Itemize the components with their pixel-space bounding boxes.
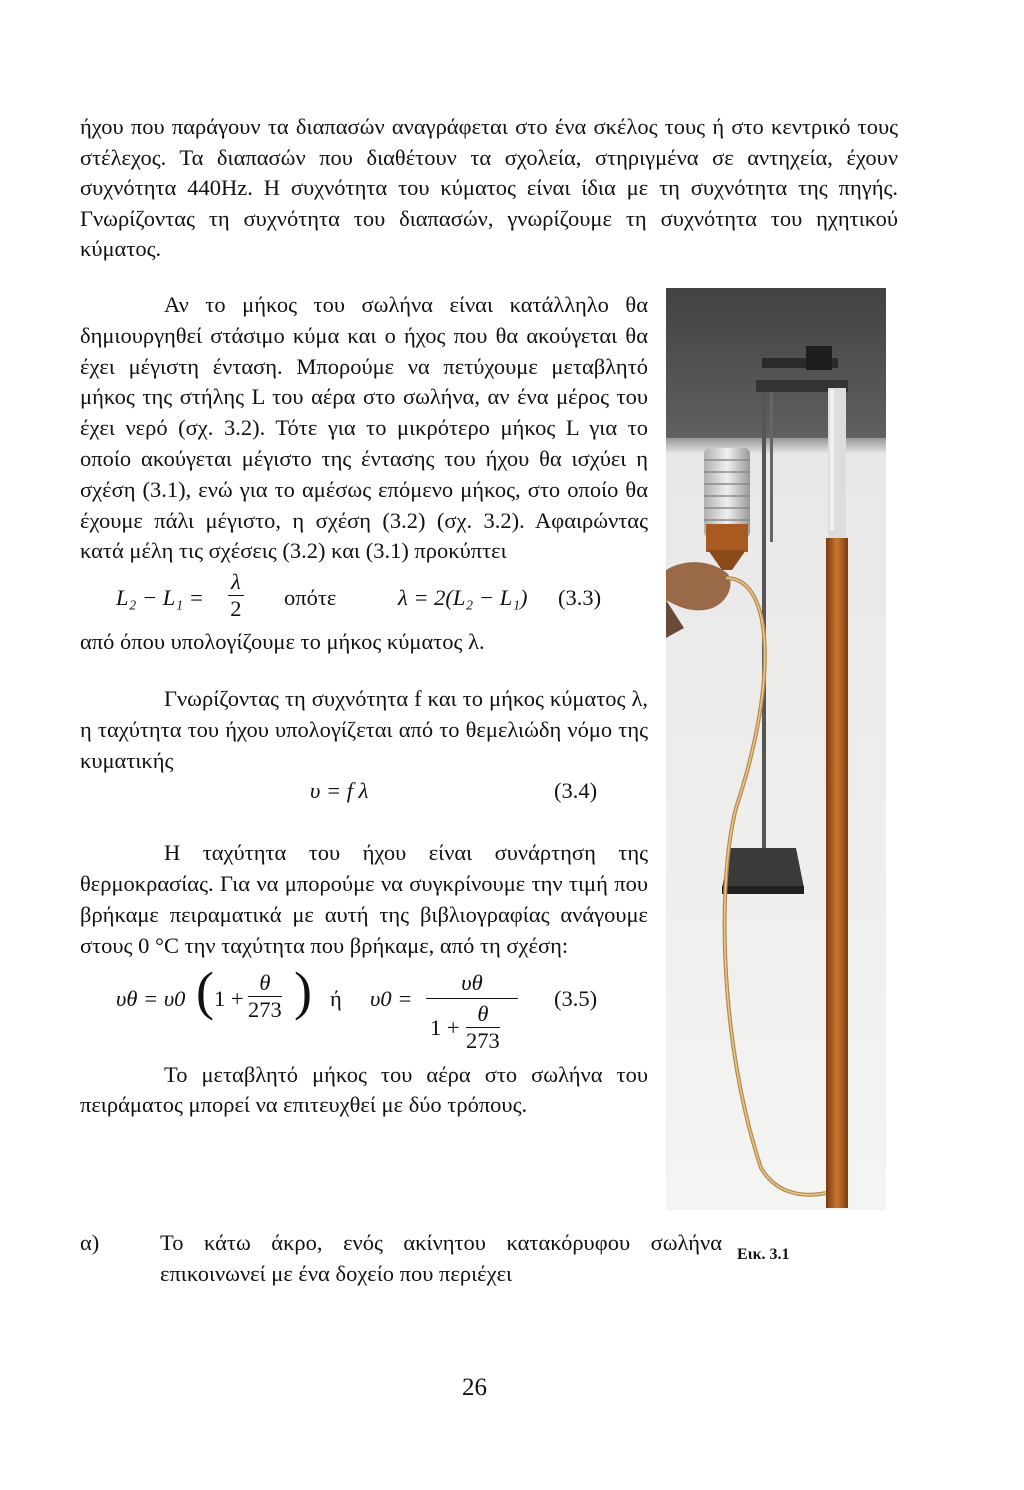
equation-3-5 [80, 960, 648, 1060]
eq35-lhs: υθ = υ0 [116, 985, 186, 1011]
eq34-expr: υ = f λ [310, 778, 369, 804]
eq35-paren-close: ) [294, 960, 312, 1021]
eq35-or-word: ή [330, 985, 342, 1011]
eq33-lhs: L₂ − L₁ = [116, 585, 204, 611]
figure-caption: Εικ. 3.1 [737, 1246, 790, 1263]
paragraph-temperature: Η ταχύτητα του ήχου είναι συνάρτηση της θερμοκρασίας. Για να μπορούμε να συγκρίνουμε την τιμή που βρήκαμε πειραματικά με αυτή της βιβλιογραφίας ανάγουμε στους 0 °C την ταχύτητα που βρήκαμε, από τη σχέση: [80, 840, 648, 958]
eq35-rhs-den-prefix: 1 + [430, 1014, 460, 1040]
eq33-frac-num: λ [228, 569, 244, 596]
eq34-label: (3.4) [554, 778, 598, 804]
eq35-rhs-den-den: 273 [466, 1027, 500, 1053]
paragraph-variable-length: Το μεταβλητό μήκος του αέρα στο σωλήνα του πειράματος μπορεί να επιτευχθεί με δύο τρόπους. [80, 1061, 648, 1118]
text-column [80, 290, 648, 1121]
eq35-label: (3.5) [554, 985, 598, 1011]
eq35-rhs-fraction [426, 970, 518, 1057]
paragraph-speed: Γνωρίζοντας τη συχνότητα f και το μήκος κύματος λ, η ταχύτητα του ήχου υπολογίζεται από το θεμελιώδη νόμο της κυματικής [80, 685, 648, 773]
eq33-word: οπότε [284, 585, 337, 611]
eq35-frac-num: θ [248, 970, 282, 997]
page-number: 26 [462, 1374, 487, 1401]
eq35-paren-open: ( [196, 960, 214, 1021]
eq33-fraction [228, 569, 244, 622]
eq35-rhs-left: υ0 = [370, 985, 413, 1011]
eq35-one-plus: 1 + [214, 985, 244, 1011]
equation-3-3 [80, 569, 648, 627]
figure-3-1-photo [666, 288, 886, 1210]
eq33-label: (3.3) [558, 585, 602, 611]
eq35-rhs-den-fraction [466, 1001, 500, 1054]
eq33-rhs: λ = 2(L₂ − L₁) [398, 585, 528, 611]
equation-3-4 [80, 776, 648, 812]
list-item-a-marker: α) [80, 1230, 100, 1255]
eq35-frac-den: 273 [248, 996, 282, 1022]
eq35-rhs-denominator [426, 998, 518, 1057]
eq35-rhs-num: υθ [461, 969, 483, 995]
eq33-frac-den: 2 [230, 596, 242, 622]
top-paragraph: ήχου που παράγουν τα διαπασών αναγράφεται στο ένα σκέλος τους ή στο κεντρικό τους στέλεχος. Τα διαπασών που διαθέτουν τα σχολεία, στηριγμένα σε αντηχεία, έχουν συχνότητα 440Hz. Η συχνότητα του κύματος είναι ίδια με τη συχνότητα της πηγής. Γνωρίζοντας τη συχνότητα του διαπασών, γνωρίζουμε τη συχνότητα του ηχητικού κύματος. [80, 114, 898, 261]
paragraph-after-eq33: από όπου υπολογίζουμε το μήκος κύματος λ. [80, 629, 485, 655]
eq35-fraction [248, 970, 282, 1023]
paragraph-standing-wave: Αν το μήκος του σωλήνα είναι κατάλληλο θα δημιουργηθεί στάσιμο κύμα και ο ήχος που θα ακούγεται θα έχει μέγιστη ένταση. Μπορούμε να πετύχουμε μεταβλητό μήκος της στήλης L του αέρα στο σωλήνα, αν ένα μέρος του έχει νερό (σχ. 3.2). Τότε για το μικρότερο μήκος L για το οποίο ακούγεται μέγιστο της έντασης του ήχου θα ισχύει η σχέση (3.1), ενώ για το αμέσως επόμενο μήκος, στο οποίο θα έχουμε πάλι μέγιστο, η σχέση (3.2) (σχ. 3.2). Αφαιρώντας κατά μέλη τις σχέσεις (3.2) και (3.1) προκύπτει [80, 292, 648, 564]
list-item-a-text: Το κάτω άκρο, ενός ακίνητου κατακόρυφου σωλήνα επικοινωνεί με ένα δοχείο που περιέχει [160, 1230, 722, 1286]
eq35-rhs-den-num: θ [466, 1001, 500, 1028]
